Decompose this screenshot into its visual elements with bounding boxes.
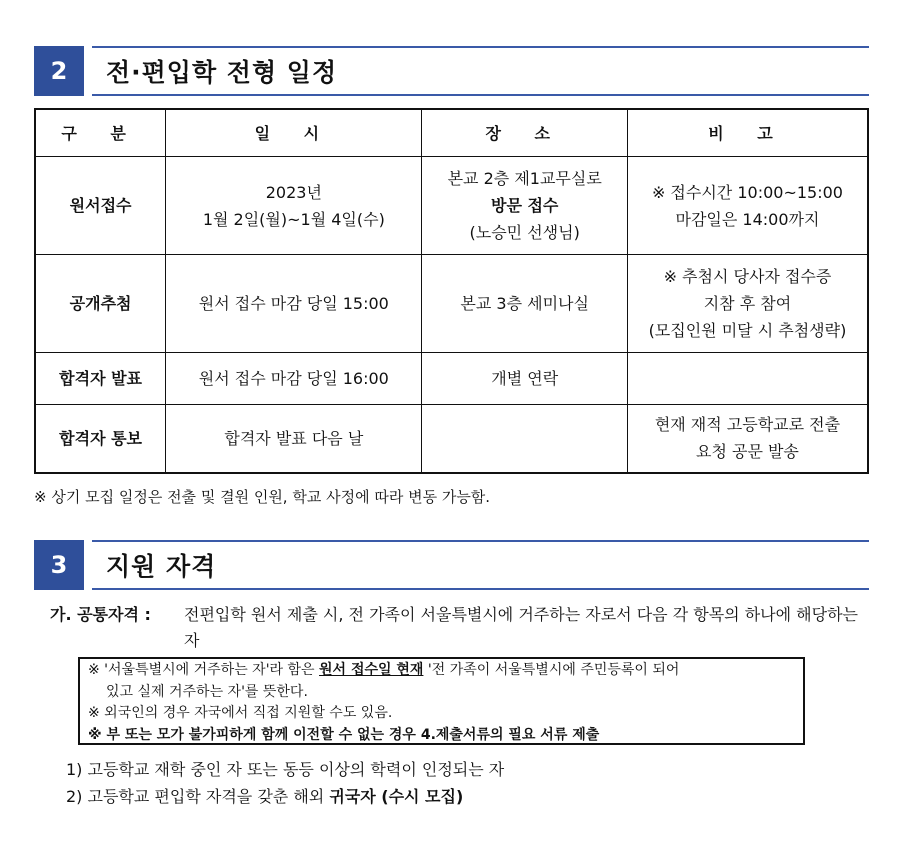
note-cell xyxy=(627,255,868,353)
section-title: 지원 자격 xyxy=(106,552,217,581)
table-row xyxy=(35,157,868,255)
notice-text: ※ '서울특별시에 거주하는 자'라 함은 xyxy=(88,662,320,678)
place-cell xyxy=(422,405,627,473)
notice-line: ※ 부 또는 모가 불가피하게 함께 이전할 수 없는 경우 4.제출서류의 필요 서류 제출 xyxy=(88,726,600,743)
list-item: 1) 고등학교 재학 중인 자 또는 동등 이상의 학력이 인정되는 자 xyxy=(66,760,505,779)
note-line: 지참 후 참여 xyxy=(703,294,792,313)
place-cell xyxy=(422,157,627,255)
row-label: 공개추첨 xyxy=(35,255,166,353)
place-line: 방문 접수 xyxy=(490,196,559,215)
place-cell: 개별 연락 xyxy=(422,353,627,405)
section-3-header xyxy=(34,540,869,590)
place-cell: 본교 3층 세미나실 xyxy=(422,255,627,353)
section-2-header xyxy=(34,46,869,96)
table-row xyxy=(35,405,868,473)
place-line: (노승민 선생님) xyxy=(469,223,580,242)
list-item-text: 2) 고등학교 편입학 자격을 갖춘 해외 xyxy=(66,787,330,806)
notice-box xyxy=(78,657,805,745)
schedule-footnote: ※ 상기 모집 일정은 전출 및 결원 인원, 학교 사정에 따라 변동 가능함. xyxy=(34,488,491,506)
row-label: 합격자 통보 xyxy=(35,405,166,473)
section-number: 2 xyxy=(34,46,84,96)
list-item-emphasis: 귀국자 (수시 모집) xyxy=(329,787,464,806)
datetime-cell: 원서 접수 마감 당일 16:00 xyxy=(166,353,422,405)
notice-emphasis: 원서 접수일 현재 xyxy=(319,662,424,678)
note-cell xyxy=(627,353,868,405)
row-label: 원서접수 xyxy=(35,157,166,255)
notice-line: ※ 외국인의 경우 자국에서 직접 지원할 수도 있음. xyxy=(88,705,393,721)
datetime-line: 2023년 xyxy=(265,182,322,202)
datetime-line: 1월 2일(월)~1월 4일(수) xyxy=(202,209,385,229)
header-place: 장 소 xyxy=(422,109,627,157)
common-qualification-label: 가. 공통자격 : xyxy=(50,605,151,624)
datetime-cell xyxy=(166,157,422,255)
note-line: 요청 공문 발송 xyxy=(695,442,799,462)
note-line: ※ 추첨시 당사자 접수증 xyxy=(663,267,832,286)
schedule-table xyxy=(34,108,869,474)
notice-text: '전 가족이 서울특별시에 주민등록이 되어 xyxy=(423,662,680,678)
header-datetime: 일 시 xyxy=(166,109,422,157)
place-line: 본교 2층 제1교무실로 xyxy=(447,169,602,188)
section-title: 전·편입학 전형 일정 xyxy=(106,58,338,87)
common-qualification-text: 전편입학 원서 제출 시, 전 가족이 서울특별시에 거주하는 자로서 다음 각 항목의 하나에 해당하는 자 xyxy=(184,605,858,650)
header-note: 비 고 xyxy=(627,109,868,157)
header-category: 구 분 xyxy=(35,109,166,157)
row-label: 합격자 발표 xyxy=(35,353,166,405)
table-row xyxy=(35,255,868,353)
note-cell xyxy=(627,157,868,255)
table-row xyxy=(35,353,868,405)
note-line: ※ 접수시간 10:00~15:00 xyxy=(651,182,843,202)
note-line: 현재 재적 고등학교로 전출 xyxy=(654,415,841,435)
notice-line: 있고 실제 거주하는 자'를 뜻한다. xyxy=(106,683,308,700)
note-line: 마감일은 14:00까지 xyxy=(675,209,820,229)
section-number: 3 xyxy=(34,540,84,590)
list-item xyxy=(66,784,463,807)
note-cell xyxy=(627,405,868,473)
note-line: (모집인원 미달 시 추첨생략) xyxy=(648,321,847,340)
notice-line xyxy=(88,660,795,682)
datetime-cell: 원서 접수 마감 당일 15:00 xyxy=(166,255,422,353)
datetime-cell: 합격자 발표 다음 날 xyxy=(166,405,422,473)
table-header-row xyxy=(35,109,868,157)
